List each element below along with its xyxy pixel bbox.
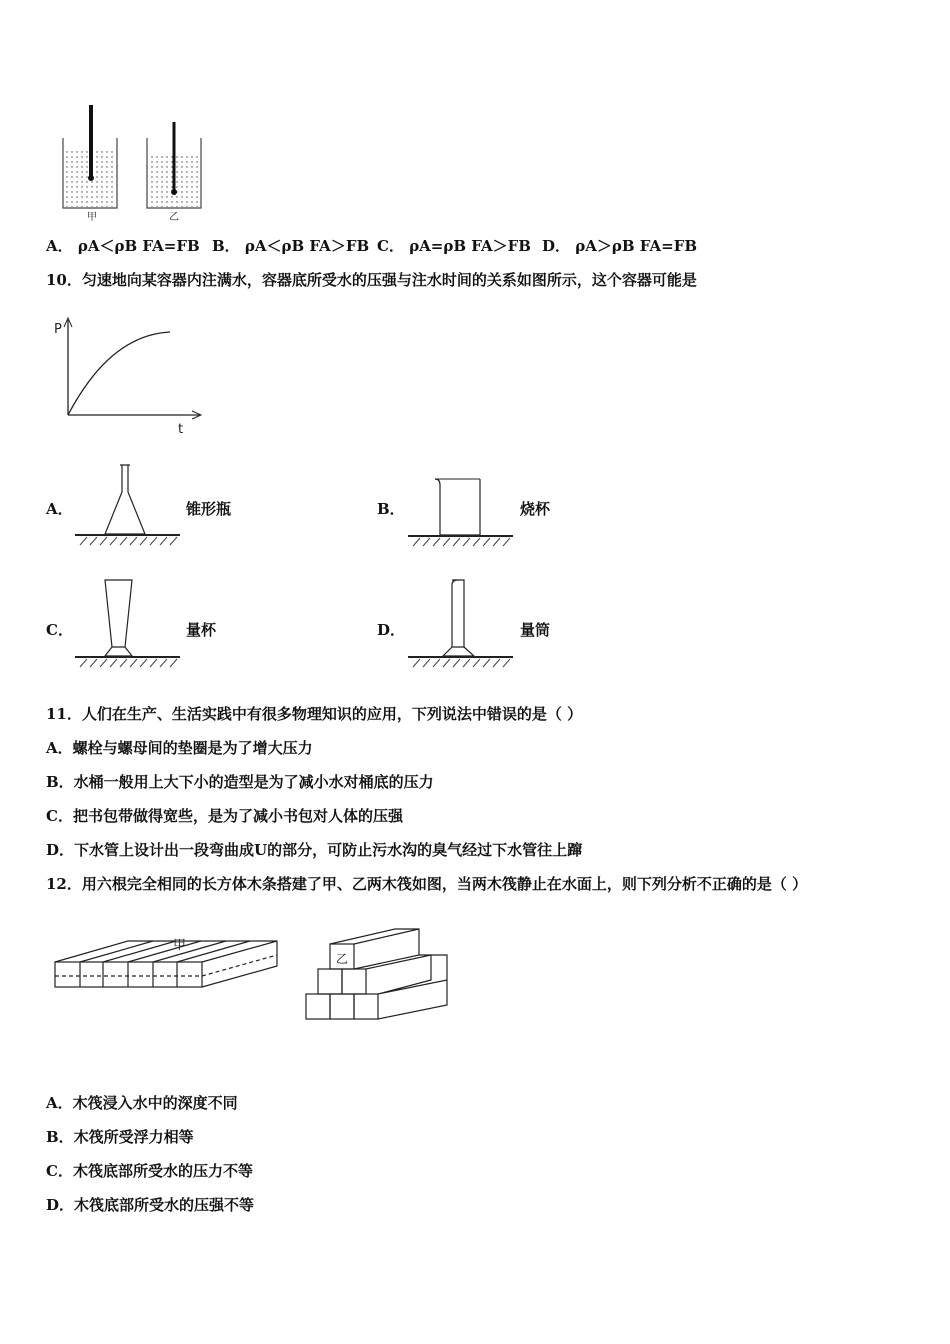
q10-option-b-letter[interactable]: B． bbox=[377, 500, 405, 518]
beaker-label-yi: 乙 bbox=[169, 212, 179, 223]
q9-option-c[interactable] bbox=[377, 236, 531, 256]
q11-stem: 11．人们在生产、生活实践中有很多物理知识的应用，下列说法中错误的是（ ） bbox=[46, 705, 583, 723]
graph-ylabel: P bbox=[54, 322, 62, 337]
option-text: ρA＜ρB FA=FB bbox=[77, 237, 200, 255]
q10-option-a-letter[interactable]: A． bbox=[46, 500, 73, 518]
q10-option-c-letter[interactable]: C． bbox=[46, 621, 73, 639]
q12-option-c[interactable]: C．木筏底部所受水的压力不等 bbox=[46, 1162, 253, 1180]
q12-stem: 12．用六根完全相同的长方体木条搭建了甲、乙两木筏如图，当两木筏静止在水面上，则下列分析不正确的是（ ） bbox=[46, 875, 808, 893]
q10-option-d-letter[interactable]: D． bbox=[377, 621, 406, 639]
q9-option-a[interactable] bbox=[46, 236, 200, 256]
option-letter: C． bbox=[377, 237, 404, 255]
option-text: ρA＞ρB FA=FB bbox=[575, 237, 698, 255]
raft-label-yi: 乙 bbox=[336, 952, 349, 966]
q10-stem: 10．匀速地向某容器内注满水，容器底所受水的压强与注水时间的关系如图所示，这个容器可能是 bbox=[46, 271, 697, 289]
q9-option-d[interactable] bbox=[542, 236, 697, 256]
measuring-cup-figure bbox=[75, 577, 185, 669]
graduated-cylinder-figure bbox=[408, 577, 518, 669]
q11-option-d[interactable]: D．下水管上设计出一段弯曲成U的部分，可防止污水沟的臭气经过下水管往上蹿 bbox=[46, 841, 583, 859]
q10-option-d-text[interactable]: 量筒 bbox=[520, 621, 551, 639]
q9-option-b[interactable] bbox=[212, 236, 369, 256]
raft-label-jia: 甲 bbox=[173, 938, 187, 953]
q10-option-c-text[interactable]: 量杯 bbox=[186, 621, 217, 639]
q12-option-a[interactable]: A．木筏浸入水中的深度不同 bbox=[46, 1094, 238, 1112]
option-text: ρA=ρB FA＞FB bbox=[409, 237, 531, 255]
q11-option-a[interactable]: A．螺栓与螺母间的垫圈是为了增大压力 bbox=[46, 739, 313, 757]
q12-rafts-figure bbox=[55, 935, 455, 1045]
q9-beakers-figure bbox=[55, 100, 195, 225]
beaker-label-jia: 甲 bbox=[87, 212, 97, 223]
q10-option-b-text[interactable]: 烧杯 bbox=[520, 500, 551, 518]
option-letter: A． bbox=[46, 237, 73, 255]
option-letter: D． bbox=[542, 237, 571, 255]
beaker-figure bbox=[408, 475, 518, 547]
q12-option-d[interactable]: D．木筏底部所受水的压强不等 bbox=[46, 1196, 255, 1214]
graph-xlabel: t bbox=[178, 422, 184, 437]
q10-pressure-time-graph bbox=[50, 315, 210, 435]
q10-option-a-text[interactable]: 锥形瓶 bbox=[186, 500, 232, 518]
conical-flask-figure bbox=[75, 462, 185, 547]
q11-option-b[interactable]: B．水桶一般用上大下小的造型是为了减小水对桶底的压力 bbox=[46, 773, 434, 791]
option-text: ρA＜ρB FA＞FB bbox=[244, 237, 370, 255]
q12-option-b[interactable]: B．木筏所受浮力相等 bbox=[46, 1128, 194, 1146]
q11-option-c[interactable]: C．把书包带做得宽些，是为了减小书包对人体的压强 bbox=[46, 807, 403, 825]
option-letter: B． bbox=[212, 237, 240, 255]
